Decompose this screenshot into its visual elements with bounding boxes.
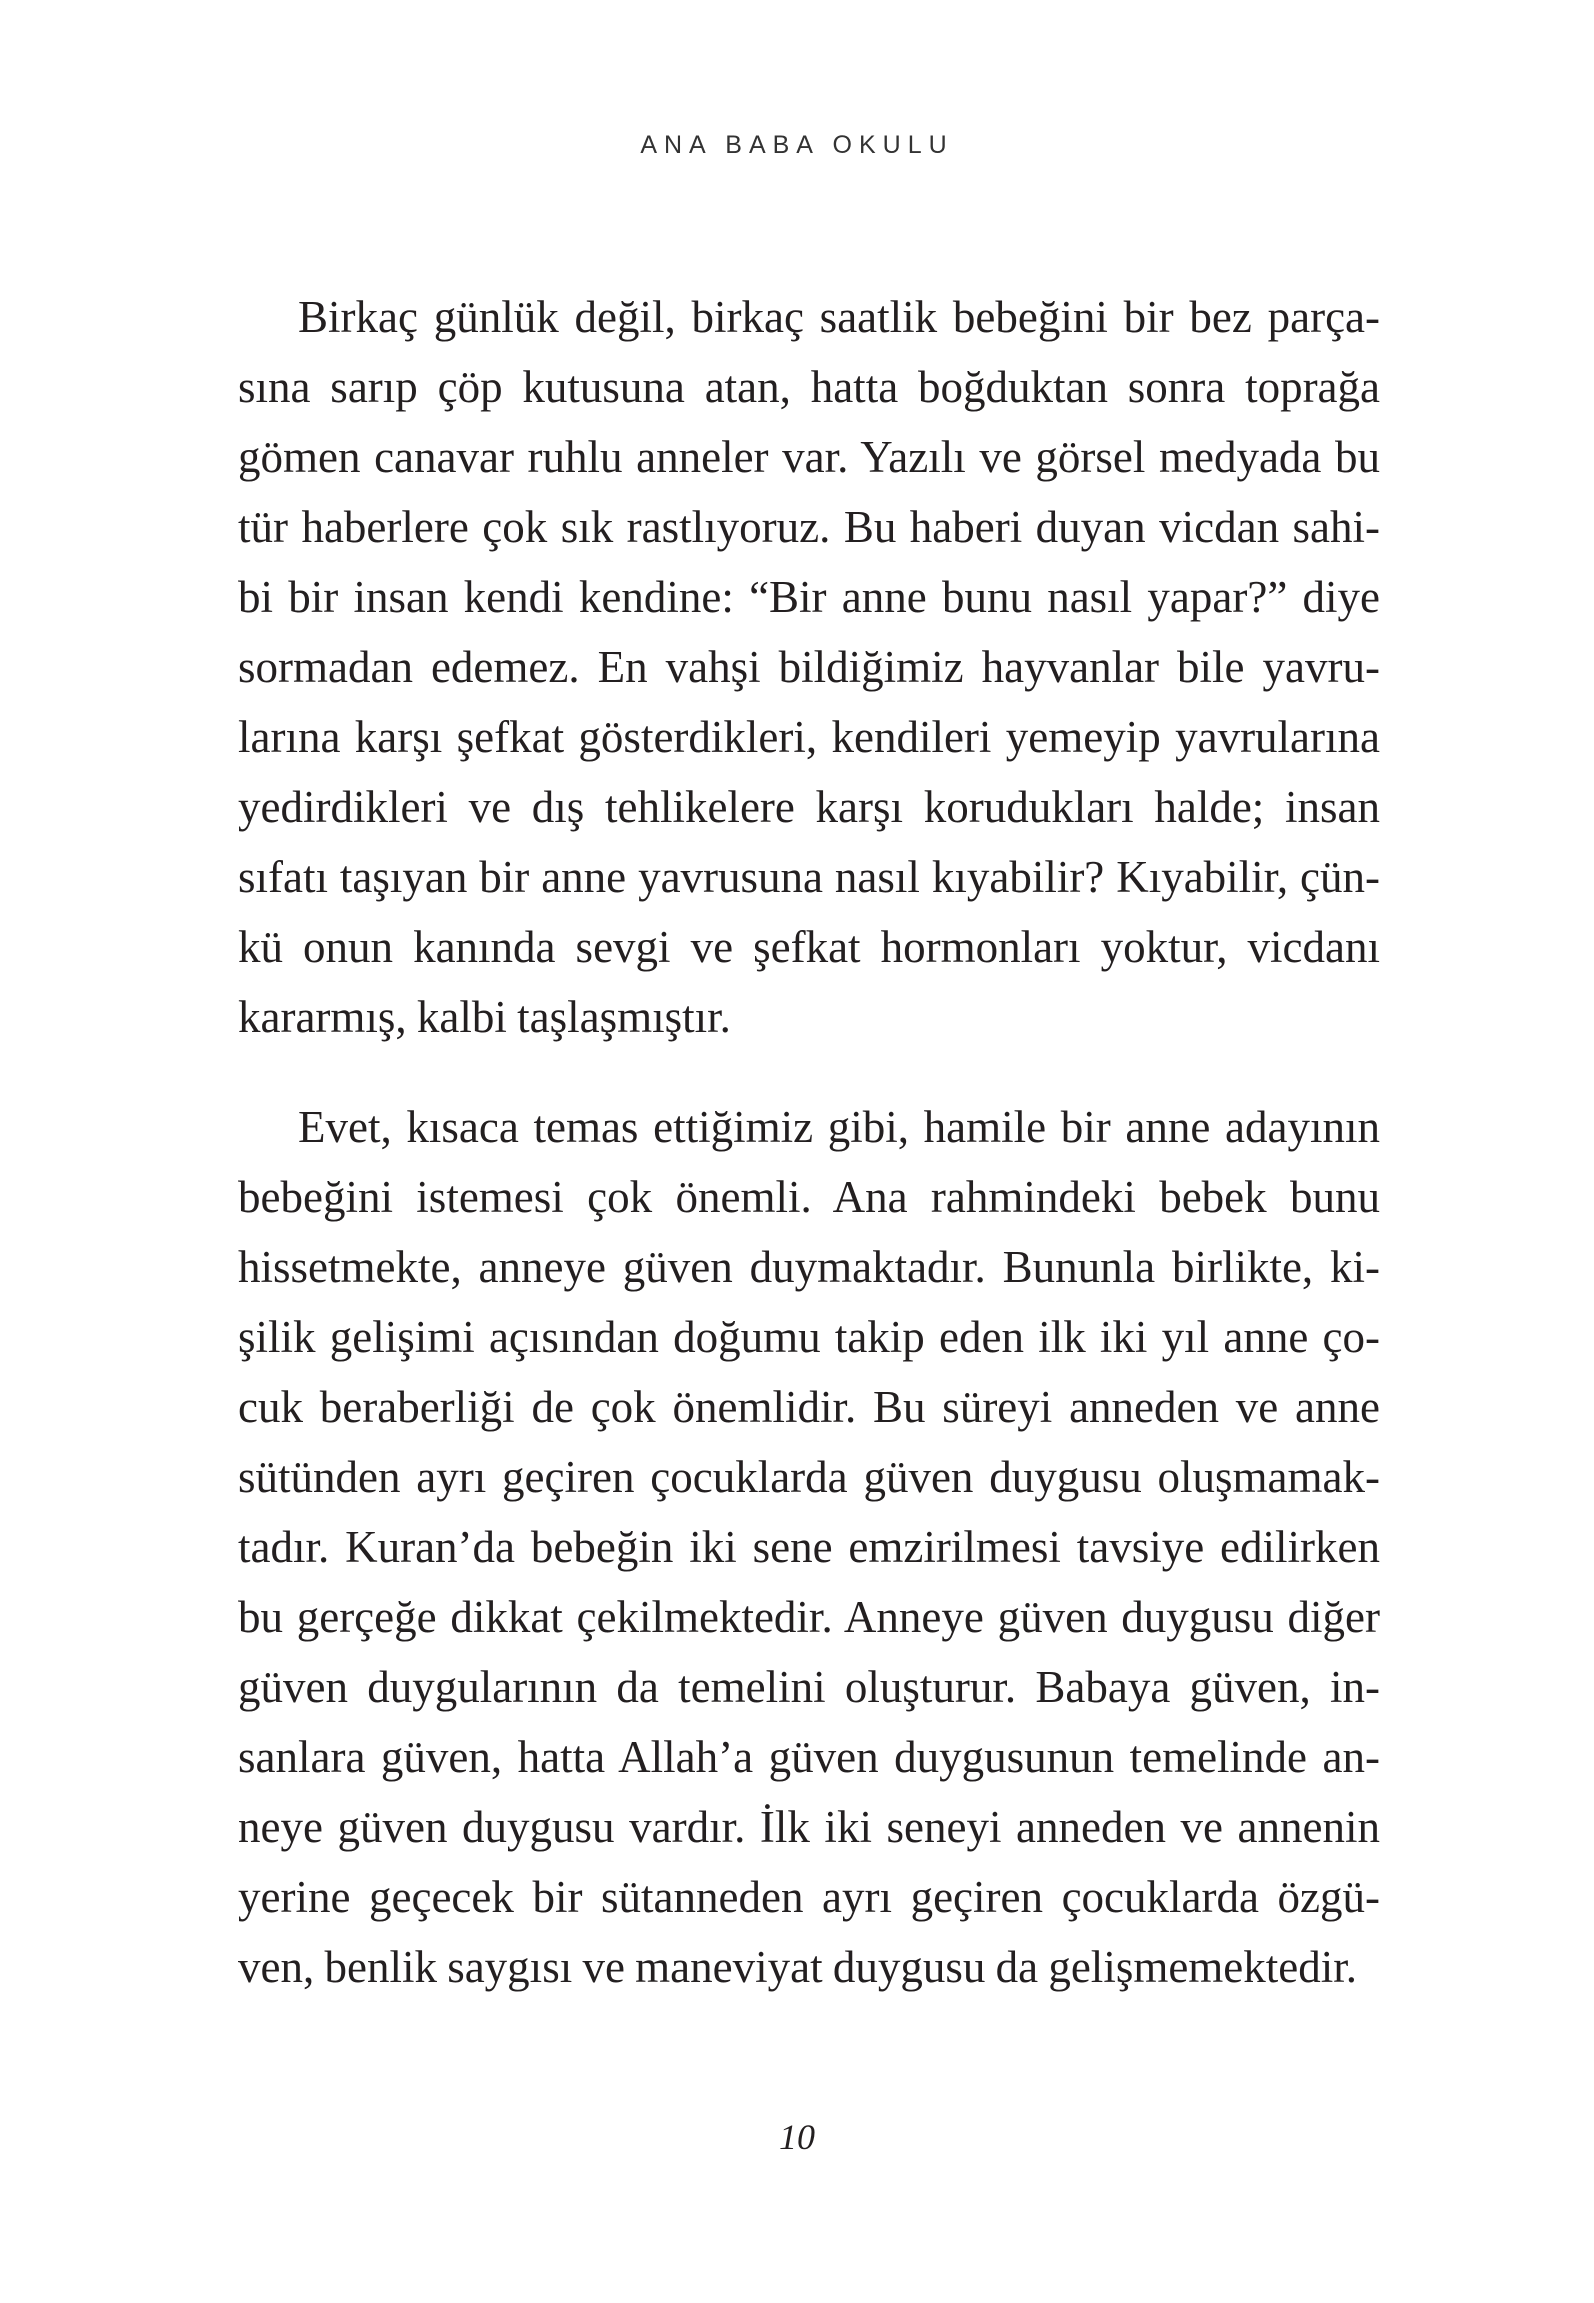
paragraph-1 xyxy=(238,282,1380,1052)
text-line: ven, benlik saygısı ve maneviyat duygusu da gelişmemektedir. xyxy=(238,1942,1358,1992)
text-line: cuk beraberliği de çok önemlidir. Bu süreyi anneden ve anne xyxy=(238,1382,1380,1432)
text-line: Birkaç günlük değil, birkaç saatlik bebeğini bir bez parça- xyxy=(298,292,1380,342)
text-line: sanlara güven, hatta Allah’a güven duygusunun temelinde an- xyxy=(238,1732,1380,1782)
text-line: yedirdikleri ve dış tehlikelere karşı korudukları halde; insan xyxy=(238,782,1380,832)
text-line: kü onun kanında sevgi ve şefkat hormonları yoktur, vicdanı xyxy=(238,922,1380,972)
text-line: kararmış, kalbi taşlaşmıştır. xyxy=(238,992,731,1042)
text-line: tür haberlere çok sık rastlıyoruz. Bu haberi duyan vicdan sahi- xyxy=(238,502,1380,552)
text-line: bebeğini istemesi çok önemli. Ana rahmindeki bebek bunu xyxy=(238,1172,1380,1222)
text-line: hissetmekte, anneye güven duymaktadır. Bununla birlikte, ki- xyxy=(238,1242,1380,1292)
text-line: Evet, kısaca temas ettiğimiz gibi, hamile bir anne adayının xyxy=(298,1102,1380,1152)
text-line: bi bir insan kendi kendine: “Bir anne bunu nasıl yapar?” diye xyxy=(238,572,1380,622)
text-line: bu gerçeğe dikkat çekilmektedir. Anneye güven duygusu diğer xyxy=(238,1592,1380,1642)
text-line: larına karşı şefkat gösterdikleri, kendileri yemeyip yavrularına xyxy=(238,712,1380,762)
text-line: sütünden ayrı geçiren çocuklarda güven duygusu oluşmamak- xyxy=(238,1452,1380,1502)
text-line: güven duygularının da temelini oluşturur. Babaya güven, in- xyxy=(238,1662,1380,1712)
page-number: 10 xyxy=(779,2117,815,2157)
text-line: neye güven duygusu vardır. İlk iki seneyi anneden ve annenin xyxy=(238,1802,1380,1852)
body-text xyxy=(238,282,1380,2002)
text-line: tadır. Kuran’da bebeğin iki sene emzirilmesi tavsiye edilirken xyxy=(238,1522,1380,1572)
text-line: sıfatı taşıyan bir anne yavrusuna nasıl kıyabilir? Kıyabilir, çün- xyxy=(238,852,1380,902)
text-line: şilik gelişimi açısından doğumu takip eden ilk iki yıl anne ço- xyxy=(238,1312,1380,1362)
running-header: ANA BABA OKULU xyxy=(640,131,954,159)
text-line: gömen canavar ruhlu anneler var. Yazılı ve görsel medyada bu xyxy=(238,432,1380,482)
text-line: yerine geçecek bir sütanneden ayrı geçiren çocuklarda özgü- xyxy=(238,1872,1380,1922)
text-line: sına sarıp çöp kutusuna atan, hatta boğduktan sonra toprağa xyxy=(238,362,1380,412)
text-line: sormadan edemez. En vahşi bildiğimiz hayvanlar bile yavru- xyxy=(238,642,1380,692)
paragraph-2 xyxy=(238,1092,1380,2002)
